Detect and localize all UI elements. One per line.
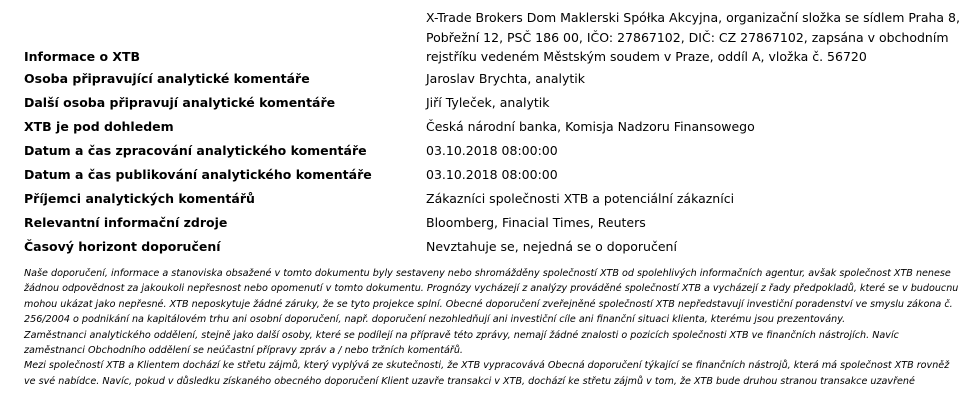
info-label: Relevantní informační zdroje	[24, 214, 228, 230]
info-row-horizon	[24, 235, 964, 259]
info-value: Bloomberg, Finacial Times, Reuters	[426, 214, 646, 230]
info-label: XTB je pod dohledem	[24, 118, 174, 134]
info-value: 03.10.2018 08:00:00	[426, 166, 558, 182]
info-value: Zákazníci společnosti XTB a potenciální zákazníci	[426, 190, 735, 206]
info-row-coauthor	[24, 91, 964, 115]
info-row-company	[24, 6, 964, 67]
company-line-1: X-Trade Brokers Dom Maklerski Spółka Akcyjna, organizační složka se sídlem Praha 8,	[426, 10, 960, 25]
info-label: Datum a čas publikování analytického komentáře	[24, 166, 372, 182]
info-value: Jaroslav Brychta, analytik	[426, 70, 586, 86]
disclaimer-line: zaměstnanci Obchodního oddělení se neúčastní přípravy zpráv a / nebo tržních komentářů.	[24, 345, 463, 357]
disclaimer-line: žádnou odpovědnost za jakoukoli nepřesnost nebo opomenutí v tomto dokumentu. Prognózy vycházejí z analýzy prováděné společností XTB a vycházejí z řady předpokladů, které se v budoucnu	[24, 283, 959, 295]
disclaimer-text	[24, 266, 964, 389]
disclaimer-line: Mezi společností XTB a Klientem dochází ke střetu zájmů, který vyplývá ze skutečnosti, že XTB vypracovává Obecná doporučení týkající se finančních nástrojů, která má společnost XTB rovněž	[24, 360, 950, 372]
info-label: Příjemci analytických komentářů	[24, 190, 255, 206]
info-row-author	[24, 67, 964, 91]
info-row-recipients	[24, 187, 964, 211]
disclaimer-line: Zaměstnanci analytického oddělení, stejně jako další osoby, které se podílejí na přípravě této zprávy, nemají žádné znalosti o pozicích společnosti XTB ve finančních nástrojích. Navíc	[24, 329, 899, 341]
info-label: Další osoba připravují analytické komentáře	[24, 94, 336, 110]
info-label: Informace o XTB	[24, 49, 141, 64]
info-value: 03.10.2018 08:00:00	[426, 142, 558, 158]
company-line-2: Pobřežní 12, PSČ 186 00, IČO: 27867102, DIČ: CZ 27867102, zapsána v obchodním	[426, 29, 949, 45]
info-value: Jiří Tyleček, analytik	[426, 94, 550, 110]
info-label: Osoba připravující analytické komentáře	[24, 70, 310, 86]
info-row-supervision	[24, 115, 964, 139]
info-value-company	[426, 6, 964, 67]
info-value: Nevztahuje se, nejedná se o doporučení	[426, 238, 677, 254]
info-row-processed	[24, 139, 964, 163]
disclaimer-line: ve své nabídce. Navíc, pokud v důsledku získaného obecného doporučení Klient uzavře transakci v XTB, dochází ke střetu zájmů v tom, že XTB bude druhou stranou transakce uzavřené	[24, 375, 915, 387]
disclaimer-line: mohou ukázat jako nepřesné. XTB neposkytuje žádné záruky, že se tyto projekce splní. Obecné doporučení zveřejněné společností XTB nepředstavují investiční poradenství ve smyslu zákona č.	[24, 298, 953, 310]
info-label: Datum a čas zpracování analytického komentáře	[24, 142, 367, 158]
company-line-3: rejstříku vedeném Městským soudem v Praze, oddíl A, vložka č. 56720	[426, 49, 867, 64]
info-row-sources	[24, 211, 964, 235]
info-label: Časový horizont doporučení	[24, 238, 221, 254]
info-row-published	[24, 163, 964, 187]
info-table	[24, 6, 964, 259]
info-value: Česká národní banka, Komisja Nadzoru Finansowego	[426, 118, 755, 134]
disclaimer-line: Naše doporučení, informace a stanoviska obsažené v tomto dokumentu byly sestaveny nebo shromážděny společností XTB od spolehlivých informačních agentur, avšak společnost XTB nenese	[24, 268, 951, 279]
disclaimer-line: 256/2004 o podnikání na kapitálovém trhu ani osobní doporučení, např. doporučení nezohledňují ani investiční cíle ani finanční situaci klienta, kterému jsou prezentovány.	[24, 314, 846, 326]
